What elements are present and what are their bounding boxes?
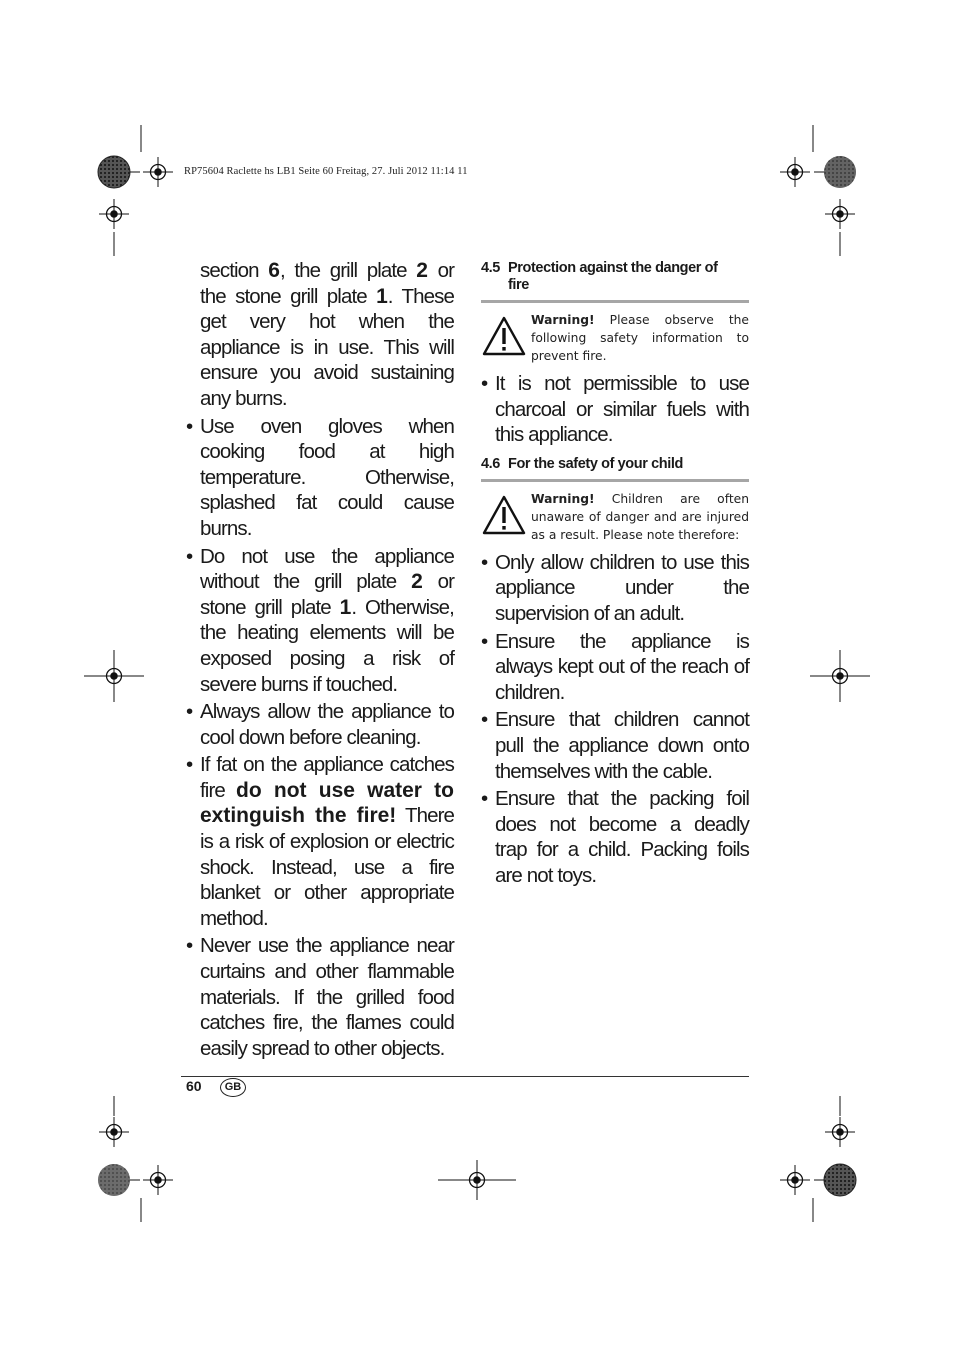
section-number: 4.5	[481, 260, 500, 276]
section-title: For the safety of your child	[508, 455, 683, 472]
page-number: 60	[186, 1078, 202, 1094]
bullet-icon: •	[186, 414, 193, 438]
list-item-text: Use oven gloves when cooking food at high temperature. Otherwise, splashed fat could cause burns.	[200, 414, 454, 540]
emphasis-text: do not use water to extinguish the fire!	[200, 778, 454, 828]
registration-mark-icon	[99, 1117, 129, 1147]
section-ref: 6	[268, 259, 280, 282]
registration-mark-icon	[143, 1165, 173, 1195]
registration-mark-icon	[780, 157, 810, 187]
list-item-text: Ensure that children cannot pull the appliance down onto themselves with the cable.	[495, 708, 749, 783]
text-fragment: or the stone grill plate	[200, 259, 455, 308]
list-item-text: Only allow children to use this appliance under the supervision of an adult.	[495, 550, 749, 625]
part-ref: 1	[376, 284, 388, 308]
section-title-cont: fire	[508, 277, 529, 293]
warning-label: Warning!	[531, 313, 595, 327]
text-fragment: Do not use the appliance without the grill plate	[200, 544, 454, 594]
bullet-icon: •	[481, 550, 488, 574]
list-item-text: It is not permissible to use charcoal or similar fuels with this appliance.	[495, 372, 749, 447]
text-fragment: . These get very hot when the appliance is in use. This will ensure you avoid sustaining any burns.	[200, 284, 454, 410]
registration-mark-icon	[780, 1165, 810, 1195]
text-fragment: There is a risk of explosion or electric shock. Instead, use a fire blanket or other appropriate method.	[200, 804, 454, 930]
part-ref: 2	[411, 570, 423, 594]
warning-label: Warning!	[531, 491, 595, 506]
print-header: RP75604 Raclette hs LB1 Seite 60 Freitag, 27. Juli 2012 11:14 11	[184, 166, 468, 177]
text-fragment: section	[200, 259, 269, 282]
list-item-text: Never use the appliance near curtains and other flammable materials. If the grilled food catches fire, the flames could easily spread to other objects.	[200, 934, 454, 1060]
list-item-text: Ensure the appliance is always kept out of the reach of children.	[495, 629, 749, 704]
section-title: Protection against the danger of	[508, 260, 718, 276]
text-fragment: If fat on the appliance catches fire	[200, 753, 454, 802]
bullet-icon: •	[186, 753, 193, 777]
part-ref: 1	[339, 595, 352, 619]
text-fragment: , the grill plate	[279, 259, 417, 282]
bullet-icon: •	[186, 544, 193, 568]
bullet-icon: •	[186, 934, 193, 958]
bullet-icon: •	[481, 372, 488, 395]
registration-mark-icon	[825, 1117, 855, 1147]
list-item-text: Ensure that the packing foil does not become a deadly trap for a child. Packing foils are not toys.	[495, 787, 749, 887]
warning-body: Please observe the following safety information to prevent fire.	[531, 313, 749, 363]
bullet-icon: •	[481, 708, 488, 732]
registration-mark-icon	[143, 157, 173, 187]
bullet-icon: •	[481, 629, 488, 653]
color-bar-wheel-icon	[98, 156, 130, 188]
warning-body: Children are often unaware of danger and are injured as a result. Please note therefore:	[531, 491, 749, 542]
text-fragment: . Otherwise, the heating elements will be exposed posing a risk of severe burns if touched.	[200, 595, 454, 696]
color-bar-wheel-icon	[98, 1164, 130, 1196]
registration-mark-icon	[825, 199, 855, 229]
registration-mark-icon	[99, 199, 129, 229]
crop-marks	[84, 125, 870, 1222]
text-fragment: or stone grill plate	[200, 570, 454, 619]
bullet-icon: •	[186, 700, 193, 724]
section-number: 4.6	[481, 455, 500, 472]
language-badge: GB	[220, 1078, 246, 1097]
part-ref: 2	[416, 259, 428, 282]
color-bar-wheel-icon	[824, 156, 856, 188]
list-item-text: Always allow the appliance to cool down before cleaning.	[200, 700, 454, 749]
color-bar-wheel-icon	[824, 1164, 856, 1196]
bullet-icon: •	[481, 787, 488, 811]
